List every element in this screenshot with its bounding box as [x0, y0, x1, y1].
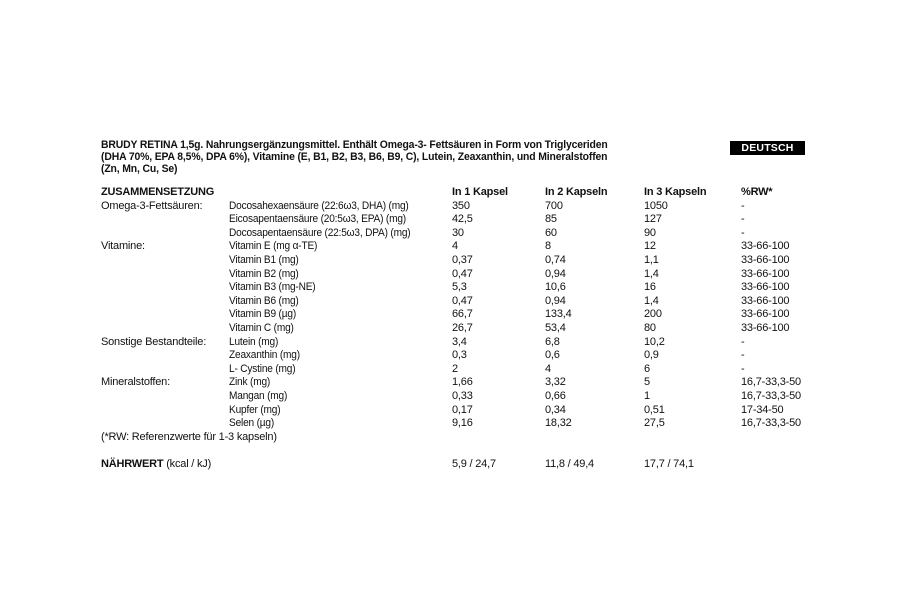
ingredient-label: Vitamin B2 (mg) — [229, 267, 299, 280]
row-group — [101, 417, 229, 431]
reference-value: - — [741, 226, 745, 239]
header-one-capsule: In 1 Kapsel — [452, 186, 508, 198]
energy-label-cell — [101, 458, 452, 472]
reference-value: 33-66-100 — [741, 308, 790, 321]
amount-two-capsules: 0,94 — [545, 294, 566, 307]
amount-one-capsule: 1,66 — [452, 376, 473, 389]
amount-three-capsules: 1,4 — [644, 294, 659, 307]
ingredient-name — [229, 200, 452, 214]
description-line-3: (Zn, Mn, Cu, Se) — [101, 163, 178, 176]
product-label — [101, 139, 811, 470]
amount-two-capsules: 6,8 — [545, 335, 560, 348]
amount-one-capsule: 42,5 — [452, 213, 473, 226]
reference-value: - — [741, 335, 745, 348]
amount-two-capsules: 0,66 — [545, 389, 566, 402]
table-header-row — [101, 186, 811, 200]
table-row — [101, 336, 811, 350]
ingredient-name — [229, 376, 452, 390]
row-group: Sonstige Bestandteile: — [101, 335, 207, 348]
amount-two-capsules: 10,6 — [545, 281, 566, 294]
amount-one-capsule: 0,3 — [452, 349, 467, 362]
ingredient-label: Zink (mg) — [229, 376, 271, 389]
amount-one-capsule: 66,7 — [452, 308, 473, 321]
ingredient-label: Vitamin C (mg) — [229, 321, 294, 334]
amount-one-capsule: 350 — [452, 199, 470, 212]
table-row — [101, 268, 811, 282]
table-row — [101, 363, 811, 377]
amount-one-capsule: 9,16 — [452, 417, 473, 430]
row-group: Omega-3-Fettsäuren: — [101, 199, 203, 212]
ingredient-label: Docosapentaensäure (22:5ω3, DPA) (mg) — [229, 226, 411, 239]
row-group — [101, 322, 229, 336]
amount-two-capsules: 60 — [545, 226, 557, 239]
amount-two-capsules: 0,94 — [545, 267, 566, 280]
ingredient-name — [229, 336, 452, 350]
row-group: Vitamine: — [101, 240, 145, 253]
amount-two-capsules: 0,74 — [545, 253, 566, 266]
amount-one-capsule: 0,47 — [452, 267, 473, 280]
spacer-row — [101, 444, 811, 458]
ingredient-name — [229, 213, 452, 227]
ingredient-name — [229, 417, 452, 431]
table-row — [101, 404, 811, 418]
energy-three-capsules: 17,7 / 74,1 — [644, 457, 694, 470]
ingredient-name — [229, 268, 452, 282]
amount-three-capsules: 1 — [644, 389, 650, 402]
amount-three-capsules: 1,1 — [644, 253, 659, 266]
energy-label: NÄHRWERT — [101, 457, 164, 470]
row-group — [101, 281, 229, 295]
amount-one-capsule: 0,33 — [452, 389, 473, 402]
ingredient-label: Docosahexaensäure (22:6ω3, DHA) (mg) — [229, 199, 409, 212]
reference-value: 33-66-100 — [741, 321, 790, 334]
row-group — [101, 295, 229, 309]
row-group — [101, 390, 229, 404]
composition-body — [101, 200, 811, 431]
reference-value: 16,7-33,3-50 — [741, 417, 801, 430]
amount-two-capsules: 8 — [545, 240, 551, 253]
table-row — [101, 417, 811, 431]
amount-three-capsules: 16 — [644, 281, 656, 294]
amount-three-capsules: 0,51 — [644, 403, 665, 416]
amount-two-capsules: 0,6 — [545, 349, 560, 362]
header-reference-value: %RW* — [741, 186, 773, 198]
header-three-capsules: In 3 Kapseln — [644, 186, 707, 198]
header-two-capsules: In 2 Kapseln — [545, 186, 608, 198]
amount-three-capsules: 200 — [644, 308, 662, 321]
table-row — [101, 390, 811, 404]
energy-row — [101, 458, 811, 472]
amount-two-capsules: 4 — [545, 362, 551, 375]
amount-two-capsules: 85 — [545, 213, 557, 226]
ingredient-label: Vitamin E (mg α-TE) — [229, 240, 318, 253]
amount-three-capsules: 6 — [644, 362, 650, 375]
ingredient-name — [229, 322, 452, 336]
reference-value: 33-66-100 — [741, 253, 790, 266]
ingredient-label: Vitamin B6 (mg) — [229, 294, 299, 307]
ingredient-name — [229, 349, 452, 363]
row-group — [101, 349, 229, 363]
table-row — [101, 295, 811, 309]
table-row — [101, 322, 811, 336]
ingredient-name — [229, 240, 452, 254]
description-line-1: BRUDY RETINA 1,5g. Nahrungsergänzungsmittel. Enthält Omega-3- Fettsäuren in Form von Triglyceriden — [101, 139, 608, 151]
amount-one-capsule: 0,37 — [452, 253, 473, 266]
row-group — [101, 254, 229, 268]
ingredient-name — [229, 281, 452, 295]
reference-value: - — [741, 213, 745, 226]
amount-three-capsules: 0,9 — [644, 349, 659, 362]
amount-two-capsules: 133,4 — [545, 308, 572, 321]
reference-value: 33-66-100 — [741, 267, 790, 280]
ingredient-name — [229, 254, 452, 268]
energy-unit: (kcal / kJ) — [163, 457, 212, 470]
amount-one-capsule: 0,17 — [452, 403, 473, 416]
row-group: Mineralstoffen: — [101, 376, 170, 389]
amount-three-capsules: 127 — [644, 213, 662, 226]
amount-one-capsule: 5,3 — [452, 281, 467, 294]
amount-two-capsules: 18,32 — [545, 417, 572, 430]
reference-value: - — [741, 199, 745, 212]
reference-value: 33-66-100 — [741, 240, 790, 253]
amount-three-capsules: 1,4 — [644, 267, 659, 280]
table-row — [101, 227, 811, 241]
ingredient-label: Zeaxanthin (mg) — [229, 349, 300, 362]
row-group — [101, 308, 229, 322]
footnote-row — [101, 431, 811, 445]
row-group — [101, 213, 229, 227]
table-row — [101, 349, 811, 363]
composition-table — [101, 186, 811, 471]
reference-value: 16,7-33,3-50 — [741, 376, 801, 389]
reference-value: 16,7-33,3-50 — [741, 389, 801, 402]
amount-three-capsules: 80 — [644, 321, 656, 334]
table-row — [101, 240, 811, 254]
reference-value: 33-66-100 — [741, 294, 790, 307]
ingredient-label: L- Cystine (mg) — [229, 362, 296, 375]
amount-one-capsule: 4 — [452, 240, 458, 253]
ingredient-label: Lutein (mg) — [229, 335, 279, 348]
amount-three-capsules: 10,2 — [644, 335, 665, 348]
ingredient-name — [229, 295, 452, 309]
amount-two-capsules: 0,34 — [545, 403, 566, 416]
reference-value: 33-66-100 — [741, 281, 790, 294]
table-row — [101, 308, 811, 322]
table-row — [101, 200, 811, 214]
ingredient-label: Selen (µg) — [229, 417, 275, 430]
amount-one-capsule: 30 — [452, 226, 464, 239]
table-row — [101, 254, 811, 268]
language-badge: DEUTSCH — [730, 141, 805, 155]
ingredient-name — [229, 308, 452, 322]
energy-one-capsule: 5,9 / 24,7 — [452, 457, 496, 470]
amount-two-capsules: 3,32 — [545, 376, 566, 389]
ingredient-label: Vitamin B3 (mg-NE) — [229, 281, 316, 294]
amount-three-capsules: 90 — [644, 226, 656, 239]
amount-one-capsule: 0,47 — [452, 294, 473, 307]
amount-three-capsules: 27,5 — [644, 417, 665, 430]
row-group — [101, 268, 229, 282]
table-row — [101, 281, 811, 295]
product-description — [101, 139, 668, 176]
amount-three-capsules: 12 — [644, 240, 656, 253]
row-group — [101, 363, 229, 377]
ingredient-name — [229, 363, 452, 377]
reference-value: 17-34-50 — [741, 403, 784, 416]
amount-one-capsule: 2 — [452, 362, 458, 375]
row-group — [101, 227, 229, 241]
energy-two-capsules: 11,8 / 49,4 — [545, 457, 594, 470]
ingredient-label: Eicosapentaensäure (20:5ω3, EPA) (mg) — [229, 213, 406, 226]
ingredient-name — [229, 404, 452, 418]
footnote: (*RW: Referenzwerte für 1-3 kapseln) — [101, 430, 277, 443]
reference-value: - — [741, 362, 745, 375]
amount-three-capsules: 5 — [644, 376, 650, 389]
row-group — [101, 404, 229, 418]
amount-two-capsules: 700 — [545, 199, 563, 212]
ingredient-label: Vitamin B1 (mg) — [229, 253, 299, 266]
amount-three-capsules: 1050 — [644, 199, 668, 212]
ingredient-label: Mangan (mg) — [229, 389, 288, 402]
header-composition: ZUSAMMENSETZUNG — [101, 186, 215, 198]
amount-two-capsules: 53,4 — [545, 321, 566, 334]
ingredient-name — [229, 390, 452, 404]
ingredient-label: Kupfer (mg) — [229, 403, 281, 416]
reference-value: - — [741, 349, 745, 362]
header-ingredient — [229, 186, 452, 200]
amount-one-capsule: 3,4 — [452, 335, 467, 348]
table-row — [101, 213, 811, 227]
amount-one-capsule: 26,7 — [452, 321, 473, 334]
description-line-2: (DHA 70%, EPA 8,5%, DPA 6%), Vitamine (E, B1, B2, B3, B6, B9, C), Lutein, Zeaxanthin, und Mineralstoffen — [101, 151, 608, 164]
ingredient-name — [229, 227, 452, 241]
ingredient-label: Vitamin B9 (µg) — [229, 308, 297, 321]
table-row — [101, 376, 811, 390]
